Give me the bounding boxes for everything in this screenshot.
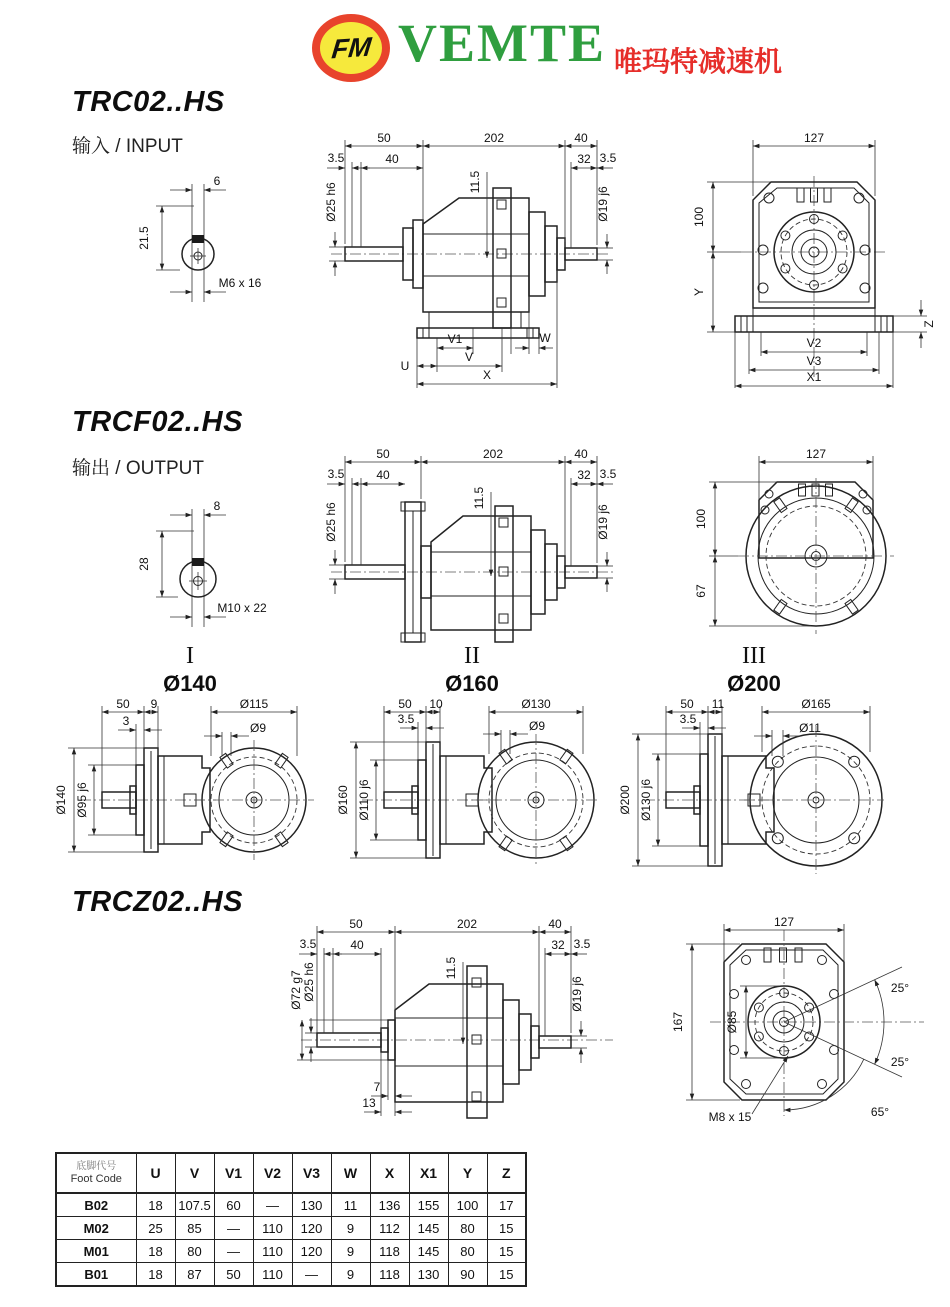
dim-label: X1 — [806, 370, 822, 384]
dim-label: 40 — [385, 152, 399, 166]
cell: 18 — [136, 1193, 175, 1217]
dim-label: W — [539, 331, 551, 345]
cell: 15 — [487, 1263, 526, 1287]
dim-label: Ø25 h6 — [324, 182, 338, 222]
section-title-trc: TRC02..HS — [72, 86, 225, 118]
dim-label: 202 — [482, 447, 504, 461]
trcf-side-view-drawing — [324, 447, 617, 650]
dim-label: 11.5 — [444, 956, 458, 980]
cell: 120 — [292, 1240, 331, 1263]
cell: 145 — [409, 1217, 448, 1240]
col-header: V3 — [292, 1153, 331, 1193]
dim-label: 3.5 — [573, 937, 591, 951]
dim-label: 127 — [805, 447, 827, 461]
cell: 9 — [331, 1263, 370, 1287]
flange-2-size: Ø160 — [445, 671, 499, 696]
dimension-lines — [350, 706, 583, 858]
col-header: U — [136, 1153, 175, 1193]
trc-end-view-drawing — [685, 130, 943, 388]
dim-label: 25° — [890, 1055, 910, 1069]
corner-label-cn: 底脚代号 — [76, 1160, 117, 1172]
dim-label: Ø72 g7 — [289, 970, 303, 1010]
cell: 18 — [136, 1240, 175, 1263]
dim-label: 3.5 — [599, 467, 617, 481]
cell: 110 — [253, 1240, 292, 1263]
dim-label: 50 — [349, 917, 363, 931]
cell: 80 — [448, 1240, 487, 1263]
brand-logo — [312, 14, 390, 82]
cell: 130 — [409, 1263, 448, 1287]
drawing-geometry — [362, 734, 600, 866]
trc-side-view-drawing — [325, 132, 615, 390]
col-header: Y — [448, 1153, 487, 1193]
dim-label: Ø200 — [618, 785, 632, 815]
dim-label: 50 — [398, 697, 412, 711]
cell: 130 — [292, 1193, 331, 1217]
flange-1-drawing — [54, 697, 322, 884]
col-header: V1 — [214, 1153, 253, 1193]
brand-name: VEMTE — [398, 13, 607, 73]
cell: 15 — [487, 1240, 526, 1263]
dim-label: U — [400, 359, 410, 373]
cell: 15 — [487, 1217, 526, 1240]
cell: 118 — [370, 1263, 409, 1287]
cell: B02 — [56, 1193, 136, 1217]
flange-1-numeral: I — [186, 643, 194, 669]
cell: M01 — [56, 1240, 136, 1263]
cell: — — [214, 1240, 253, 1263]
dim-label: 10 — [429, 697, 443, 711]
col-header: V2 — [253, 1153, 292, 1193]
dim-label: Ø85 — [725, 1010, 739, 1034]
dim-label: 100 — [692, 206, 706, 228]
dim-label: 21.5 — [137, 226, 151, 250]
dim-label: Ø130 j6 — [639, 778, 653, 822]
drawing-geometry — [644, 726, 884, 874]
section-label-input: 输入 / INPUT — [72, 136, 183, 157]
drawing-geometry — [156, 184, 226, 302]
dim-label: V1 — [447, 332, 463, 346]
dim-label: 13 — [362, 1096, 376, 1110]
drawing-geometry — [156, 509, 226, 627]
cell: 11 — [331, 1193, 370, 1217]
dim-label: 40 — [350, 938, 364, 952]
trcf-end-view-drawing — [685, 448, 947, 643]
dim-label: V — [464, 350, 474, 364]
dim-label: 167 — [671, 1011, 685, 1033]
dim-label: Ø25 h6 — [324, 502, 338, 542]
dim-label: 40 — [574, 131, 588, 145]
dim-label: 3.5 — [327, 151, 345, 165]
dim-label: 3.5 — [327, 467, 345, 481]
cell: — — [253, 1193, 292, 1217]
cell: 118 — [370, 1240, 409, 1263]
dim-label: Ø160 — [336, 785, 350, 815]
dim-label: 11.5 — [468, 170, 482, 194]
dim-label: M10 x 22 — [217, 601, 267, 615]
dimension-lines — [707, 140, 927, 388]
dim-label: 50 — [116, 697, 130, 711]
drawing-geometry — [301, 966, 613, 1118]
col-header: V — [175, 1153, 214, 1193]
dim-label: Ø95 j6 — [75, 782, 89, 818]
dim-label: Y — [692, 287, 706, 297]
cell: 110 — [253, 1263, 292, 1287]
dim-label: M8 x 15 — [708, 1110, 752, 1124]
dim-label: 7 — [373, 1080, 381, 1094]
dim-label: X — [482, 368, 492, 382]
col-header: W — [331, 1153, 370, 1193]
trcz-side-view-drawing — [289, 917, 617, 1125]
dim-label: 3.5 — [299, 937, 317, 951]
dim-label: 65° — [870, 1105, 890, 1119]
dimension-lines — [686, 924, 902, 1114]
drawing-geometry — [331, 188, 609, 338]
cell: 100 — [448, 1193, 487, 1217]
dim-label: Ø19 j6 — [570, 976, 584, 1012]
cell: — — [292, 1263, 331, 1287]
table-corner-cell — [56, 1153, 136, 1193]
section-title-trcf: TRCF02..HS — [72, 406, 243, 438]
dim-label: Ø110 j6 — [357, 779, 371, 821]
drawing-geometry — [80, 740, 314, 860]
col-header: X1 — [409, 1153, 448, 1193]
table-row — [56, 1217, 526, 1240]
table-row — [56, 1193, 526, 1217]
dim-label: Z — [922, 320, 936, 328]
flange-2-drawing — [336, 697, 604, 884]
col-header: X — [370, 1153, 409, 1193]
cell: 85 — [175, 1217, 214, 1240]
dim-label: 100 — [694, 508, 708, 530]
dim-label: 127 — [803, 131, 825, 145]
drawing-geometry — [710, 930, 924, 1116]
cell: 17 — [487, 1193, 526, 1217]
input-shaft-end-view-drawing — [120, 160, 310, 310]
foot-code-table — [55, 1152, 527, 1287]
brand-name-chinese: 唯玛特减速机 — [614, 46, 783, 77]
dim-label: Ø19 j6 — [596, 186, 610, 222]
cell: 112 — [370, 1217, 409, 1240]
dim-label: 3 — [122, 714, 130, 728]
cell: 80 — [448, 1217, 487, 1240]
dim-label: Ø19 j6 — [596, 504, 610, 540]
output-shaft-end-view-drawing — [120, 485, 310, 635]
cell: 107.5 — [175, 1193, 214, 1217]
dim-label: 11.5 — [472, 486, 486, 510]
flange-3-drawing — [618, 697, 886, 884]
flange-3-numeral: III — [742, 643, 766, 669]
dim-label: Ø140 — [54, 785, 68, 815]
table-row — [56, 1263, 526, 1287]
dim-label: 11 — [711, 697, 725, 711]
dim-label: V2 — [806, 336, 822, 350]
table-header-row — [56, 1153, 526, 1193]
dim-label: 6 — [213, 174, 221, 188]
section-label-output: 输出 / OUTPUT — [72, 458, 204, 479]
dim-label: 3.5 — [599, 151, 617, 165]
trcz-end-view-drawing — [652, 915, 944, 1126]
dim-label: M6 x 16 — [218, 276, 262, 290]
cell: 90 — [448, 1263, 487, 1287]
dim-label: Ø130 — [521, 697, 551, 711]
cell: 80 — [175, 1240, 214, 1263]
cell: B01 — [56, 1263, 136, 1287]
cell: 120 — [292, 1217, 331, 1240]
corner-label-en: Foot Code — [70, 1172, 122, 1185]
dim-label: Ø9 — [249, 721, 267, 735]
dim-label: 3.5 — [679, 712, 697, 726]
col-header: Z — [487, 1153, 526, 1193]
dim-label: 202 — [456, 917, 478, 931]
cell: 136 — [370, 1193, 409, 1217]
cell: 9 — [331, 1217, 370, 1240]
dim-label: V3 — [806, 354, 822, 368]
logo-monogram: FM — [329, 31, 373, 64]
dim-label: 202 — [483, 131, 505, 145]
cell: 87 — [175, 1263, 214, 1287]
dim-label: 40 — [376, 468, 390, 482]
dim-label: 32 — [577, 152, 591, 166]
dim-label: 32 — [551, 938, 565, 952]
dimension-lines — [297, 926, 587, 1116]
dim-label: 32 — [577, 468, 591, 482]
cell: 60 — [214, 1193, 253, 1217]
cell: 18 — [136, 1263, 175, 1287]
dimension-lines — [327, 456, 613, 594]
cell: 145 — [409, 1240, 448, 1263]
dim-label: 3.5 — [397, 712, 415, 726]
dim-label: 67 — [694, 584, 708, 598]
table-row — [56, 1240, 526, 1263]
drawing-geometry — [738, 478, 894, 634]
dim-label: 50 — [376, 447, 390, 461]
flange-2-numeral: II — [464, 643, 480, 669]
cell: M02 — [56, 1217, 136, 1240]
dim-label: 127 — [773, 915, 795, 929]
dim-label: Ø115 — [239, 697, 269, 711]
flange-1-size: Ø140 — [163, 671, 217, 696]
cell: 25 — [136, 1217, 175, 1240]
dim-label: 50 — [680, 697, 694, 711]
section-title-trcz: TRCZ02..HS — [72, 886, 243, 918]
dim-label: 9 — [150, 697, 158, 711]
dim-label: 40 — [548, 917, 562, 931]
dim-label: Ø25 h6 — [302, 962, 316, 1002]
cell: — — [214, 1217, 253, 1240]
cell: 155 — [409, 1193, 448, 1217]
dim-label: 28 — [137, 557, 151, 571]
flange-3-size: Ø200 — [727, 671, 781, 696]
cell: 9 — [331, 1240, 370, 1263]
dim-label: Ø165 — [801, 697, 831, 711]
dim-label: 8 — [213, 499, 221, 513]
cell: 50 — [214, 1263, 253, 1287]
dim-label: 50 — [377, 131, 391, 145]
dim-label: Ø11 — [799, 721, 821, 735]
cell: 110 — [253, 1217, 292, 1240]
dim-label: 40 — [574, 447, 588, 461]
dim-label: 25° — [890, 981, 910, 995]
dim-label: Ø9 — [528, 719, 546, 733]
